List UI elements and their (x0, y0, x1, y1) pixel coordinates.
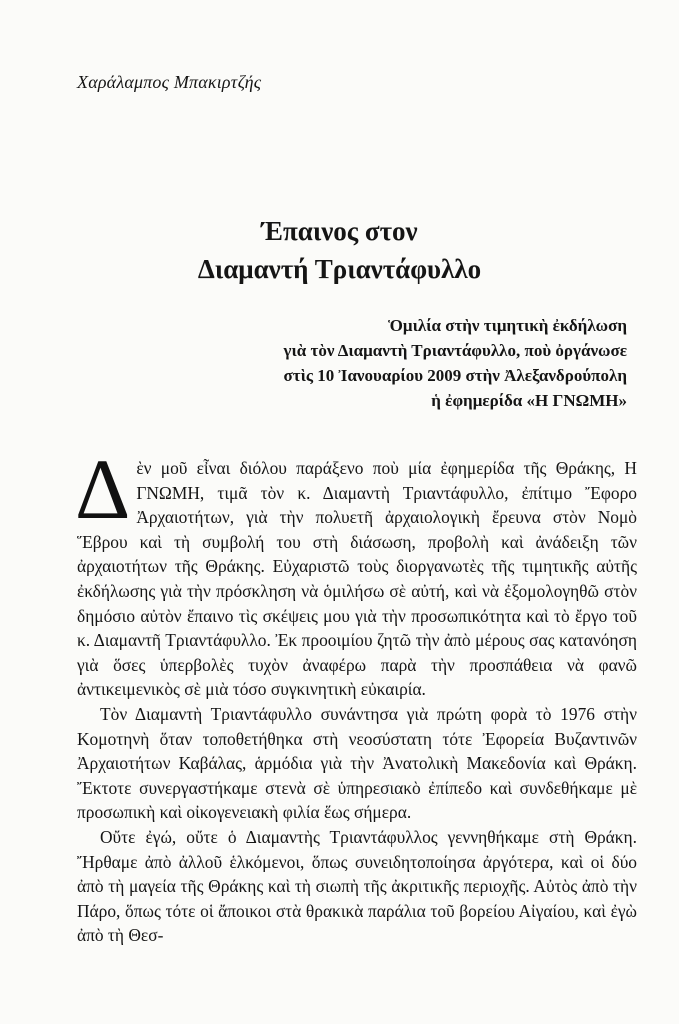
subtitle-line-4: ἡ ἐφημερίδα «Η ΓΝΩΜΗ» (431, 391, 627, 410)
chapter-title-line-2: Διαμαντή Τριαντάφυλλο (197, 254, 482, 284)
paragraph-2: Τὸν Διαμαντὴ Τριαντάφυλλο συνάντησα γιὰ πρώτη φορὰ τὸ 1976 στὴν Κομοτηνὴ ὅταν τοποθετήθηκα στὴ νεοσύστατη τότε Ἐφορεία Βυζαντινῶν Ἀρχαιοτήτων Καβάλας, ἁρμόδια γιὰ τὴν Ἀνατολικὴ Μακεδονία καὶ Θράκη. Ἔκτοτε συνεργαστήκαμε στενὰ σὲ ὑπηρεσιακὸ ἐπίπεδο καὶ συνδεθήκαμε μὲ προσωπικὴ καὶ οἰκογενειακὴ φιλία ἕως σήμερα. (77, 703, 637, 823)
subtitle-line-2: γιὰ τὸν Διαμαντὴ Τριαντάφυλλο, ποὺ ὀργάνωσε (283, 341, 627, 360)
paragraph-1-text: ὲν μοῦ εἶναι διόλου παράξενο ποὺ μία ἐφημερίδα τῆς Θράκης, Η ΓΝΩΜΗ, τιμᾶ τὸν κ. Διαμαντὴ Τριαντάφυλλο, ἐπίτιμο Ἔφορο Ἀρχαιοτήτων, γιὰ τὴν πολυετῆ ἀρχαιολογικὴ ἔρευνα στὸν Νομὸ Ἕβρου καὶ τὴ συμβολή του στὴ διάσωση, προβολὴ καὶ ἀνάδειξη τῶν ἀρχαιοτήτων τῆς Θράκης. Εὐχαριστῶ τοὺς διοργανωτὲς τῆς τιμητικῆς αὐτῆς ἐκδήλωσης γιὰ τὴν πρόσκληση νὰ ὁμιλήσω σὲ αὐτή, καὶ νὰ ἐξομολογηθῶ στὸν δημόσιο αὐτὸν ἔπαινο τὶς σκέψεις μου γιὰ τὴν προσωπικότητα καὶ τὸ ἔργο τοῦ κ. Διαμαντῆ Τριαντάφυλλο. Ἐκ προοιμίου ζητῶ τὴν ἀπὸ μέρους σας κατανόηση γιὰ ὅσες ὑπερβολὲς τυχὸν ἀναφέρω παρὰ τὴν προσπάθεια νὰ φανῶ ἀντικειμενικὸς σὲ μιὰ τόσο συγκινητικὴ εὐκαιρία. (77, 458, 637, 700)
paragraph-1 (75, 441, 637, 702)
subtitle-line-3: στὶς 10 Ἰανουαρίου 2009 στὴν Ἀλεξανδρούπολη (283, 366, 627, 385)
chapter-title (0, 212, 679, 288)
running-head-author: Χαράλαμπος Μπακιρτζής (77, 72, 262, 92)
paragraph-3: Οὔτε ἐγώ, οὔτε ὁ Διαμαντὴς Τριαντάφυλλος γεννηθήκαμε στὴ Θράκη. Ἤρθαμε ἀπὸ ἀλλοῦ ἑλκόμενοι, ὅπως συνειδητοποίησα ἀργότερα, καὶ οἱ δύο ἀπὸ τὴ μαγεία τῆς Θράκης καὶ τὴ σιωπὴ τῆς ἀκριτικῆς περιοχῆς. Αὐτὸς ἀπὸ τὴν Πάρο, ὅπως τότε οἱ ἄποικοι στὰ θρακικὰ παράλια τοῦ βορείου Αἰγαίου, καὶ ἐγὼ ἀπὸ τὴ Θεσ- (77, 826, 637, 946)
body-text (75, 441, 637, 948)
chapter-title-line-1: Έπαινος στον (261, 216, 418, 246)
drop-cap: Δ (75, 441, 131, 537)
chapter-subtitle (67, 313, 627, 413)
subtitle-line-1: Ὁμιλία στὴν τιμητικὴ ἐκδήλωση (388, 316, 627, 335)
